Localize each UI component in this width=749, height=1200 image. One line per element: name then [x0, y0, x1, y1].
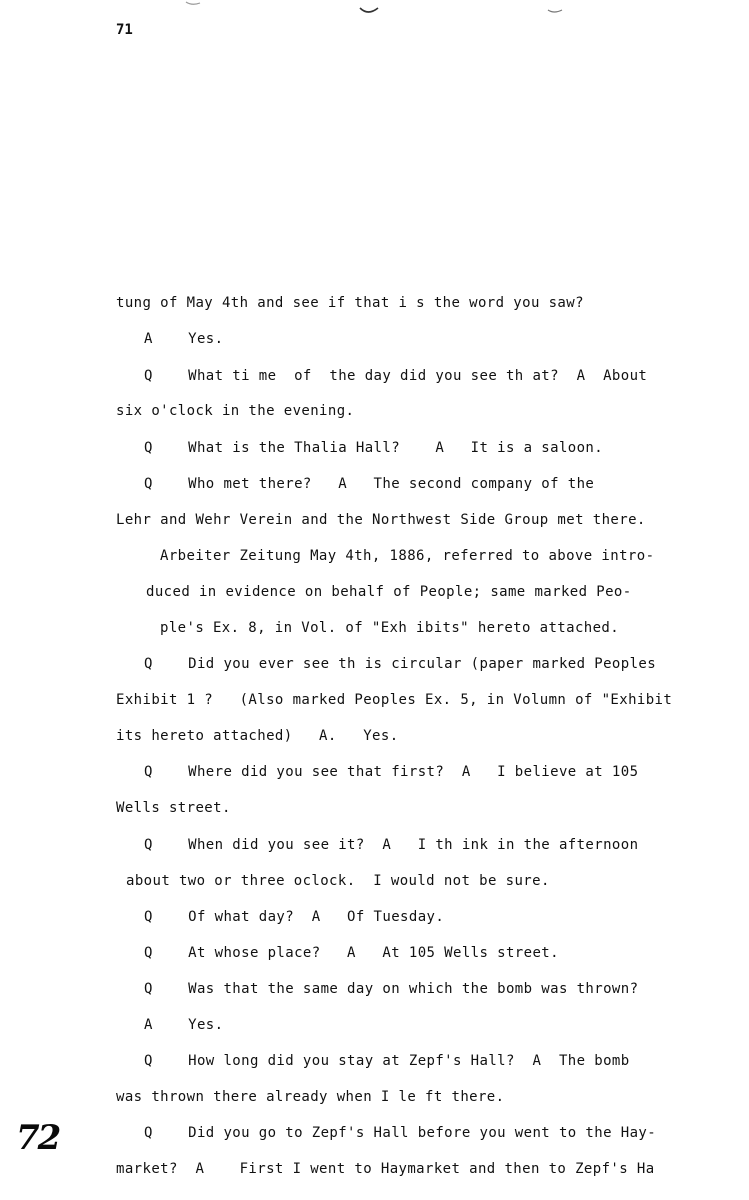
transcript-line: Q When did you see it? A I th ink in the afternoon: [144, 837, 639, 853]
transcript-line: duced in evidence on behalf of People; same marked Peo-: [146, 584, 632, 600]
transcript-line: its hereto attached) A. Yes.: [116, 728, 399, 744]
transcript-line: Q Of what day? A Of Tuesday.: [144, 909, 445, 925]
transcript-line: Q What ti me of the day did you see th at? A About: [144, 368, 648, 384]
transcript-line: Q Did you ever see th is circular (paper marked Peoples: [144, 656, 657, 672]
transcript-line: about two or three oclock. I would not be sure.: [126, 873, 550, 889]
transcript-line: A Yes.: [144, 331, 224, 347]
transcript-line: Q What is the Thalia Hall? A It is a saloon.: [144, 440, 604, 456]
transcript-line: Q Who met there? A The second company of the: [144, 476, 595, 492]
transcript-line: Q Did you go to Zepf's Hall before you went to the Hay-: [144, 1125, 657, 1141]
transcript-line: Exhibit 1 ? (Also marked Peoples Ex. 5, in Volumn of "Exhibit: [116, 692, 673, 708]
transcript-line: tung of May 4th and see if that i s the word you saw?: [116, 295, 584, 311]
transcript-line: Q How long did you stay at Zepf's Hall? A The bomb: [144, 1053, 630, 1069]
page-number: 71: [116, 22, 133, 38]
transcript-line: A Yes.: [144, 1017, 224, 1033]
transcript-line: Q Was that the same day on which the bomb was thrown?: [144, 981, 639, 997]
transcript-line: Arbeiter Zeitung May 4th, 1886, referred to above intro-: [160, 548, 655, 564]
transcript-line: was thrown there already when I le ft there.: [116, 1089, 505, 1105]
transcript-line: six o'clock in the evening.: [116, 403, 355, 419]
transcript-line: ple's Ex. 8, in Vol. of "Exh ibits" hereto attached.: [160, 620, 620, 636]
transcript-line: Q At whose place? A At 105 Wells street.: [144, 945, 559, 961]
scan-artifact-marks: [0, 0, 749, 22]
transcript-line: Q Where did you see that first? A I believe at 105: [144, 764, 639, 780]
transcript-line: Wells street.: [116, 800, 231, 816]
handwritten-margin-note: 72: [16, 1118, 60, 1158]
transcript-line: market? A First I went to Haymarket and then to Zepf's Ha: [116, 1161, 655, 1177]
transcript-line: Lehr and Wehr Verein and the Northwest Side Group met there.: [116, 512, 646, 528]
